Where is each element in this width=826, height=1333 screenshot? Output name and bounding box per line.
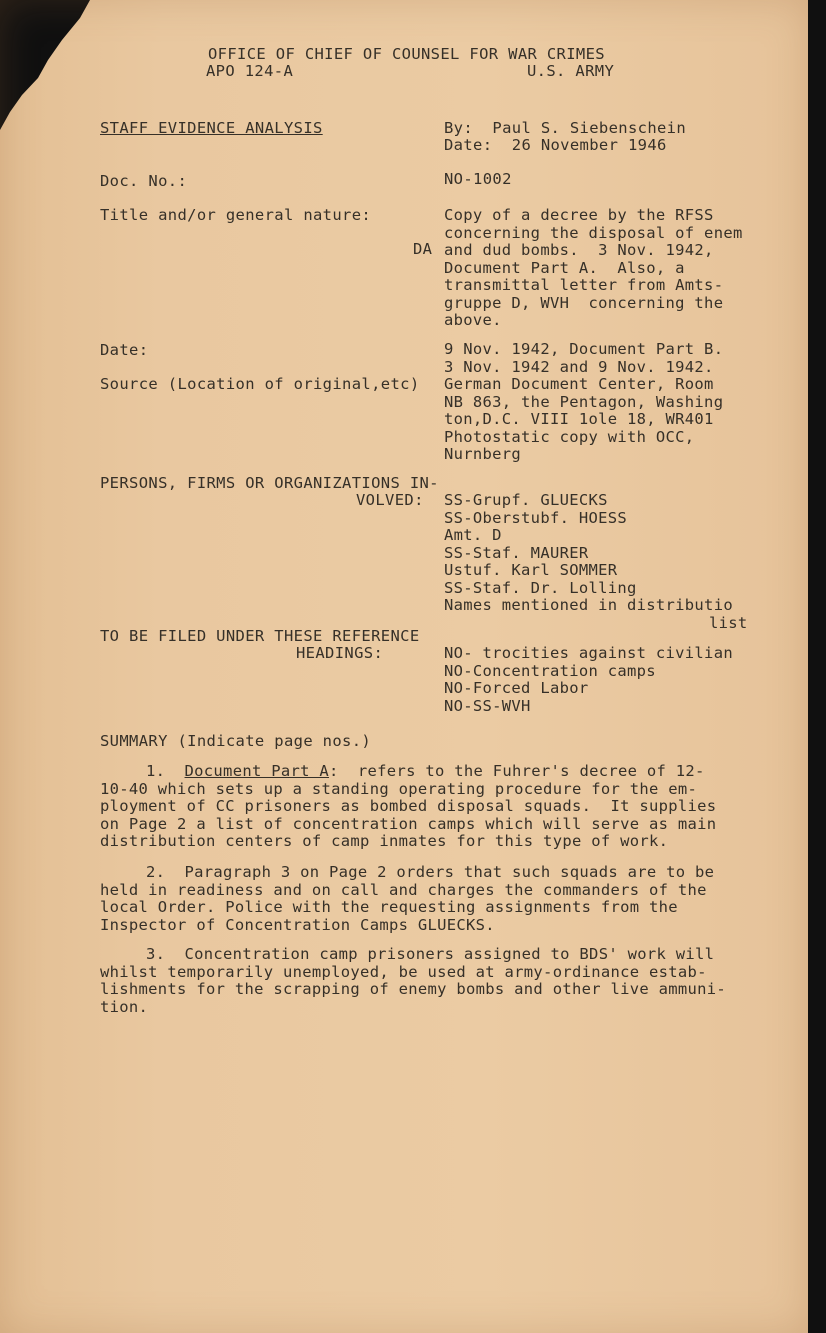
summary-line: whilst temporarily unemployed, be used at army-ordinance estab- bbox=[100, 962, 707, 981]
summary-line: lishments for the scrapping of enemy bombs and other live ammuni- bbox=[100, 980, 727, 998]
person-entry: Names mentioned in distributio bbox=[444, 596, 733, 614]
date-line: 9 Nov. 1942, Document Part B. bbox=[444, 340, 724, 358]
summary-text: : refers to the Fuhrer's decree of 12- bbox=[329, 762, 705, 780]
reference-heading: NO-Concentration camps bbox=[444, 661, 656, 680]
staff-evidence-analysis-title: STAFF EVIDENCE ANALYSIS bbox=[100, 119, 323, 137]
torn-corner bbox=[0, 0, 90, 140]
title-line: Copy of a decree by the RFSS bbox=[444, 206, 714, 224]
person-entry: Amt. D bbox=[444, 526, 502, 544]
analyst-name: By: Paul S. Siebenschein bbox=[444, 119, 687, 137]
summary-line: 3. Concentration camp prisoners assigned to BDS' work will bbox=[146, 945, 715, 963]
filed-under-label: TO BE FILED UNDER THESE REFERENCE bbox=[100, 627, 420, 645]
document-part-reference: Document Part A bbox=[184, 762, 330, 780]
reference-heading: NO-SS-WVH bbox=[444, 696, 531, 715]
summary-line: ployment of CC prisoners as bombed disposal squads. It supplies bbox=[100, 797, 717, 815]
source-line: ton,D.C. VIII 1ole 18, WR401 bbox=[444, 410, 714, 428]
source-line: Nurnberg bbox=[444, 445, 522, 463]
summary-line: on Page 2 a list of concentration camps which will serve as main bbox=[100, 814, 717, 833]
title-line: concerning the disposal of enem bbox=[444, 223, 743, 242]
source-line: Photostatic copy with OCC, bbox=[444, 427, 695, 446]
person-entry: SS-Oberstubf. HOESS bbox=[444, 508, 628, 527]
title-nature-value bbox=[444, 207, 743, 330]
office-header: OFFICE OF CHIEF OF COUNSEL FOR WAR CRIMES bbox=[208, 45, 605, 63]
summary-paragraph-1 bbox=[100, 763, 716, 851]
person-entry: SS-Grupf. GLUECKS bbox=[444, 491, 608, 509]
summary-line bbox=[100, 763, 716, 781]
summary-line: 2. Paragraph 3 on Page 2 orders that such squads are to be bbox=[146, 863, 715, 881]
army-label: U.S. ARMY bbox=[527, 62, 615, 80]
title-line: transmittal letter from Amts- bbox=[444, 276, 724, 294]
persons-label-cont: VOLVED: bbox=[356, 491, 424, 509]
summary-line: distribution centers of camp inmates for this type of work. bbox=[100, 832, 669, 850]
summary-line: held in readiness and on call and charges the commanders of the bbox=[100, 880, 707, 899]
person-entry: list bbox=[709, 613, 748, 632]
reference-heading: NO-Forced Labor bbox=[444, 679, 589, 697]
filed-under-label-cont: HEADINGS: bbox=[296, 644, 384, 662]
title-margin-note: DA bbox=[413, 240, 433, 258]
source-line: German Document Center, Room bbox=[444, 375, 714, 393]
source-value bbox=[444, 376, 723, 464]
date-label: Date: bbox=[100, 341, 149, 359]
title-line: Document Part A. Also, a bbox=[444, 258, 685, 277]
summary-line: 10-40 which sets up a standing operating procedure for the em- bbox=[100, 779, 698, 798]
summary-line: local Order. Police with the requesting assignments from the bbox=[100, 898, 678, 916]
title-nature-label: Title and/or general nature: bbox=[100, 206, 372, 224]
apo-number: APO 124-A bbox=[206, 62, 294, 80]
paragraph-number: 1. bbox=[146, 762, 185, 780]
doc-no-label: Doc. No.: bbox=[100, 172, 188, 190]
persons-label: PERSONS, FIRMS OR ORGANIZATIONS IN- bbox=[100, 474, 439, 492]
person-entry: SS-Staf. Dr. Lolling bbox=[444, 578, 637, 597]
title-line: above. bbox=[444, 311, 502, 329]
title-line: gruppe D, WVH concerning the bbox=[444, 293, 724, 312]
summary-paragraph-3 bbox=[100, 946, 726, 1016]
date-line: 3 Nov. 1942 and 9 Nov. 1942. bbox=[444, 357, 714, 376]
summary-line: tion. bbox=[100, 997, 149, 1016]
filed-under-value bbox=[444, 645, 733, 715]
source-line: NB 863, the Pentagon, Washing bbox=[444, 392, 724, 411]
persons-value bbox=[444, 492, 748, 632]
title-line: and dud bombs. 3 Nov. 1942, bbox=[444, 241, 714, 259]
date-value bbox=[444, 341, 723, 376]
summary-paragraph-2 bbox=[100, 864, 714, 934]
person-entry: SS-Staf. MAURER bbox=[444, 543, 589, 562]
source-label: Source (Location of original,etc) bbox=[100, 375, 420, 393]
summary-line: Inspector of Concentration Camps GLUECKS. bbox=[100, 915, 495, 934]
doc-no-value: NO-1002 bbox=[444, 170, 512, 188]
summary-label: SUMMARY (Indicate page nos.) bbox=[100, 732, 372, 750]
person-entry: Ustuf. Karl SOMMER bbox=[444, 561, 618, 579]
reference-heading: NO- trocities against civilian bbox=[444, 644, 733, 662]
analysis-date: Date: 26 November 1946 bbox=[444, 136, 667, 154]
